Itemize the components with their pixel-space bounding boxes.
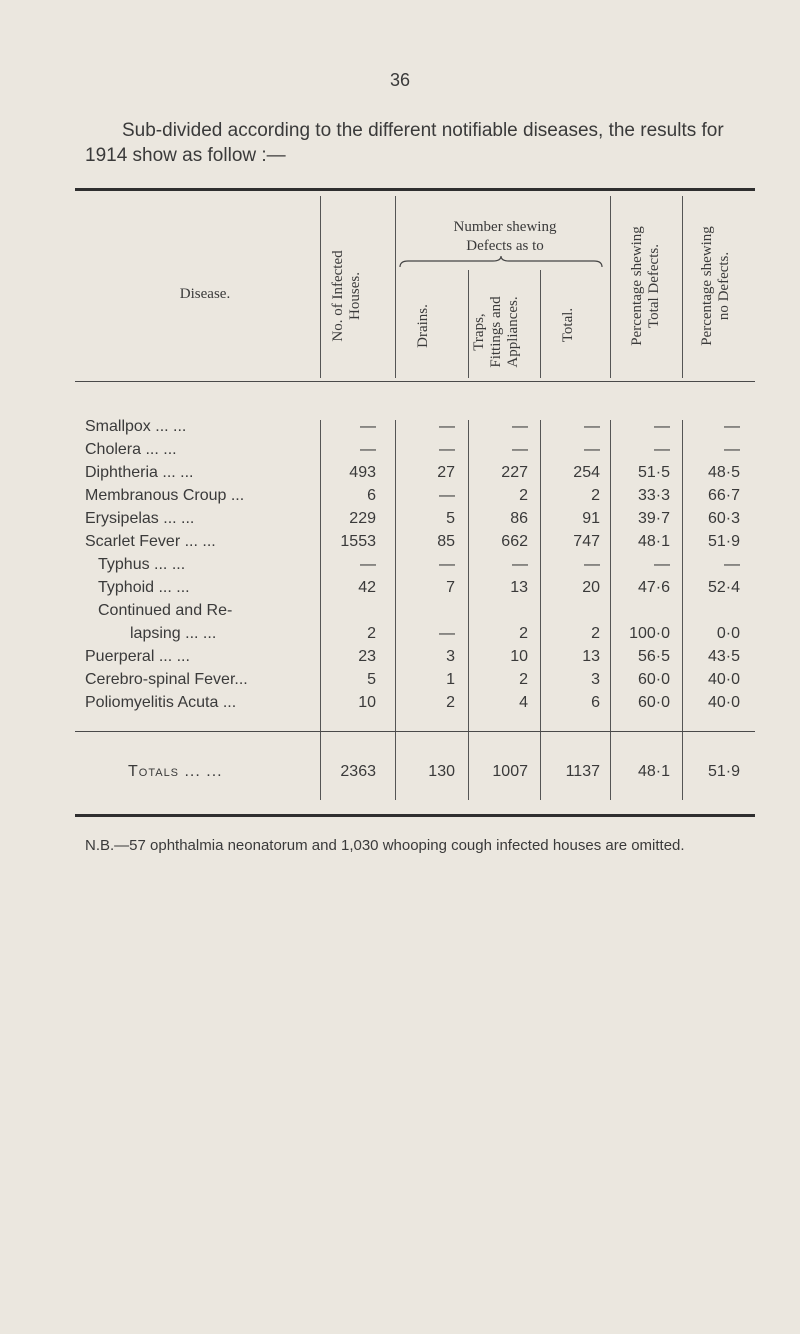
header-traps bbox=[471, 279, 525, 385]
pct-defects-cell: 39·7 bbox=[637, 510, 670, 527]
header-pct-none-line2: no Defects. bbox=[716, 251, 732, 321]
pct-defects-cell: 48·1 bbox=[637, 533, 670, 550]
total-cell: 13 bbox=[582, 648, 600, 665]
totals-row bbox=[0, 763, 800, 785]
houses-cell: 1553 bbox=[340, 533, 376, 550]
total-cell: 6 bbox=[591, 694, 600, 711]
disease-cell: Erysipelas ... ... bbox=[85, 510, 195, 527]
total-cell: — bbox=[584, 418, 600, 435]
header-infected-houses bbox=[330, 226, 366, 366]
table-row bbox=[0, 579, 800, 601]
houses-cell: 229 bbox=[349, 510, 376, 527]
total-cell: 747 bbox=[573, 533, 600, 550]
drains-cell: 27 bbox=[437, 464, 455, 481]
header-drains: Drains. bbox=[415, 304, 431, 348]
traps-cell: 86 bbox=[510, 510, 528, 527]
total-cell: 20 bbox=[582, 579, 600, 596]
header-divider bbox=[468, 270, 469, 378]
pct-defects-cell: 33·3 bbox=[637, 487, 670, 504]
houses-cell: — bbox=[360, 418, 376, 435]
pct-defects-cell: 51·5 bbox=[637, 464, 670, 481]
pct-defects-cell: 100·0 bbox=[629, 625, 670, 642]
disease-cell: Smallpox ... ... bbox=[85, 418, 187, 435]
pct-no-defects-cell: 51·9 bbox=[707, 533, 740, 550]
header-traps-line3: Appliances. bbox=[505, 296, 521, 368]
table-row bbox=[0, 671, 800, 693]
disease-cell: Diphtheria ... ... bbox=[85, 464, 194, 481]
header-disease: Disease. bbox=[179, 286, 231, 302]
totals-total: 1137 bbox=[565, 763, 600, 780]
traps-cell: 2 bbox=[519, 671, 528, 688]
traps-cell: 2 bbox=[519, 625, 528, 642]
disease-cell: Scarlet Fever ... ... bbox=[85, 533, 216, 550]
header-traps-line1: Traps, bbox=[471, 313, 487, 351]
header-divider bbox=[320, 196, 321, 378]
pct-no-defects-cell: — bbox=[724, 418, 740, 435]
drains-cell: 3 bbox=[446, 648, 455, 665]
header-traps-line2: Fittings and bbox=[488, 296, 504, 368]
table-row bbox=[0, 441, 800, 463]
traps-cell: 662 bbox=[501, 533, 528, 550]
pct-no-defects-cell: 48·5 bbox=[707, 464, 740, 481]
total-cell: — bbox=[584, 441, 600, 458]
disease-cell: Cholera ... ... bbox=[85, 441, 177, 458]
totals-drains: 130 bbox=[428, 763, 455, 780]
table-row bbox=[0, 418, 800, 440]
disease-cell: Typhoid ... ... bbox=[98, 579, 190, 596]
traps-cell: 13 bbox=[510, 579, 528, 596]
table-row bbox=[0, 556, 800, 578]
pct-defects-cell: 47·6 bbox=[637, 579, 670, 596]
drains-cell: — bbox=[439, 441, 455, 458]
pct-defects-cell: 60·0 bbox=[637, 671, 670, 688]
header-pct-total bbox=[629, 206, 665, 366]
traps-cell: 2 bbox=[519, 487, 528, 504]
totals-label: Totals ... ... bbox=[128, 763, 223, 780]
table-row bbox=[0, 694, 800, 716]
totals-pct-no-defects: 51·9 bbox=[707, 763, 740, 780]
table-row bbox=[0, 602, 800, 624]
header-divider bbox=[610, 196, 611, 378]
drains-cell: — bbox=[439, 487, 455, 504]
traps-cell: — bbox=[512, 441, 528, 458]
pct-no-defects-cell: 40·0 bbox=[707, 671, 740, 688]
table-row bbox=[0, 625, 800, 647]
header-infected-houses-line1: No. of Infected bbox=[330, 250, 346, 342]
pct-no-defects-cell: — bbox=[724, 556, 740, 573]
header-infected-houses-line2: Houses. bbox=[347, 272, 363, 320]
header-divider bbox=[682, 196, 683, 378]
table-row bbox=[0, 487, 800, 509]
traps-cell: 227 bbox=[501, 464, 528, 481]
drains-cell: 7 bbox=[446, 579, 455, 596]
drains-cell: — bbox=[439, 625, 455, 642]
header-bottom-rule bbox=[75, 381, 755, 382]
pct-defects-cell: 56·5 bbox=[637, 648, 670, 665]
disease-cell: Cerebro-spinal Fever... bbox=[85, 671, 248, 688]
drains-cell: 1 bbox=[446, 671, 455, 688]
table-row bbox=[0, 510, 800, 532]
disease-cell: Typhus ... ... bbox=[98, 556, 186, 573]
totals-traps: 1007 bbox=[492, 763, 528, 780]
header-divider bbox=[395, 196, 396, 378]
header-group bbox=[420, 218, 590, 256]
houses-cell: 23 bbox=[358, 648, 376, 665]
pct-no-defects-cell: 43·5 bbox=[707, 648, 740, 665]
houses-cell: 6 bbox=[367, 487, 376, 504]
totals-pct-defects: 48·1 bbox=[637, 763, 670, 780]
header-divider bbox=[540, 270, 541, 378]
header-total: Total. bbox=[560, 307, 576, 343]
header-group-line2: Defects as to bbox=[466, 238, 544, 254]
header-group-line1: Number shewing bbox=[453, 219, 557, 235]
houses-cell: 2 bbox=[367, 625, 376, 642]
disease-cell: Membranous Croup ... bbox=[85, 487, 245, 504]
disease-cell: Puerperal ... ... bbox=[85, 648, 190, 665]
pct-defects-cell: — bbox=[654, 441, 670, 458]
disease-cell: Continued and Re- bbox=[98, 602, 233, 619]
table-row bbox=[0, 648, 800, 670]
houses-cell: 493 bbox=[349, 464, 376, 481]
pct-no-defects-cell: 0·0 bbox=[716, 625, 740, 642]
drains-cell: 5 bbox=[446, 510, 455, 527]
total-cell: 254 bbox=[573, 464, 600, 481]
header-pct-total-line1: Percentage shewing bbox=[629, 226, 645, 346]
houses-cell: — bbox=[360, 441, 376, 458]
totals-separator bbox=[75, 731, 755, 732]
disease-cell: lapsing ... ... bbox=[130, 625, 217, 642]
pct-no-defects-cell: 52·4 bbox=[707, 579, 740, 596]
table-row bbox=[0, 533, 800, 555]
table-row bbox=[0, 464, 800, 486]
table-top-rule bbox=[75, 188, 755, 191]
pct-defects-cell: — bbox=[654, 418, 670, 435]
houses-cell: — bbox=[360, 556, 376, 573]
footnote: N.B.—57 ophthalmia neonatorum and 1,030 whooping cough infected houses are omitted. bbox=[85, 837, 685, 854]
traps-cell: — bbox=[512, 556, 528, 573]
intro-paragraph: Sub-divided according to the different notifiable diseases, the results for 1914 show as follow :— bbox=[85, 120, 724, 166]
disease-cell: Poliomyelitis Acuta ... bbox=[85, 694, 237, 711]
totals-houses: 2363 bbox=[340, 763, 376, 780]
pct-no-defects-cell: — bbox=[724, 441, 740, 458]
pct-defects-cell: 60·0 bbox=[637, 694, 670, 711]
pct-no-defects-cell: 40·0 bbox=[707, 694, 740, 711]
total-cell: 2 bbox=[591, 487, 600, 504]
houses-cell: 5 bbox=[367, 671, 376, 688]
pct-no-defects-cell: 66·7 bbox=[707, 487, 740, 504]
page-number: 36 bbox=[389, 70, 411, 90]
drains-cell: — bbox=[439, 418, 455, 435]
drains-cell: — bbox=[439, 556, 455, 573]
houses-cell: 42 bbox=[358, 579, 376, 596]
traps-cell: 10 bbox=[510, 648, 528, 665]
header-pct-none-line1: Percentage shewing bbox=[699, 226, 715, 346]
header-pct-total-line2: Total Defects. bbox=[646, 244, 662, 328]
header-brace bbox=[398, 255, 604, 271]
pct-defects-cell: — bbox=[654, 556, 670, 573]
total-cell: 91 bbox=[582, 510, 600, 527]
total-cell: — bbox=[584, 556, 600, 573]
traps-cell: — bbox=[512, 418, 528, 435]
pct-no-defects-cell: 60·3 bbox=[707, 510, 740, 527]
drains-cell: 2 bbox=[446, 694, 455, 711]
header-pct-none bbox=[699, 206, 735, 366]
total-cell: 3 bbox=[591, 671, 600, 688]
table-bottom-rule bbox=[75, 814, 755, 817]
total-cell: 2 bbox=[591, 625, 600, 642]
houses-cell: 10 bbox=[358, 694, 376, 711]
traps-cell: 4 bbox=[519, 694, 528, 711]
drains-cell: 85 bbox=[437, 533, 455, 550]
